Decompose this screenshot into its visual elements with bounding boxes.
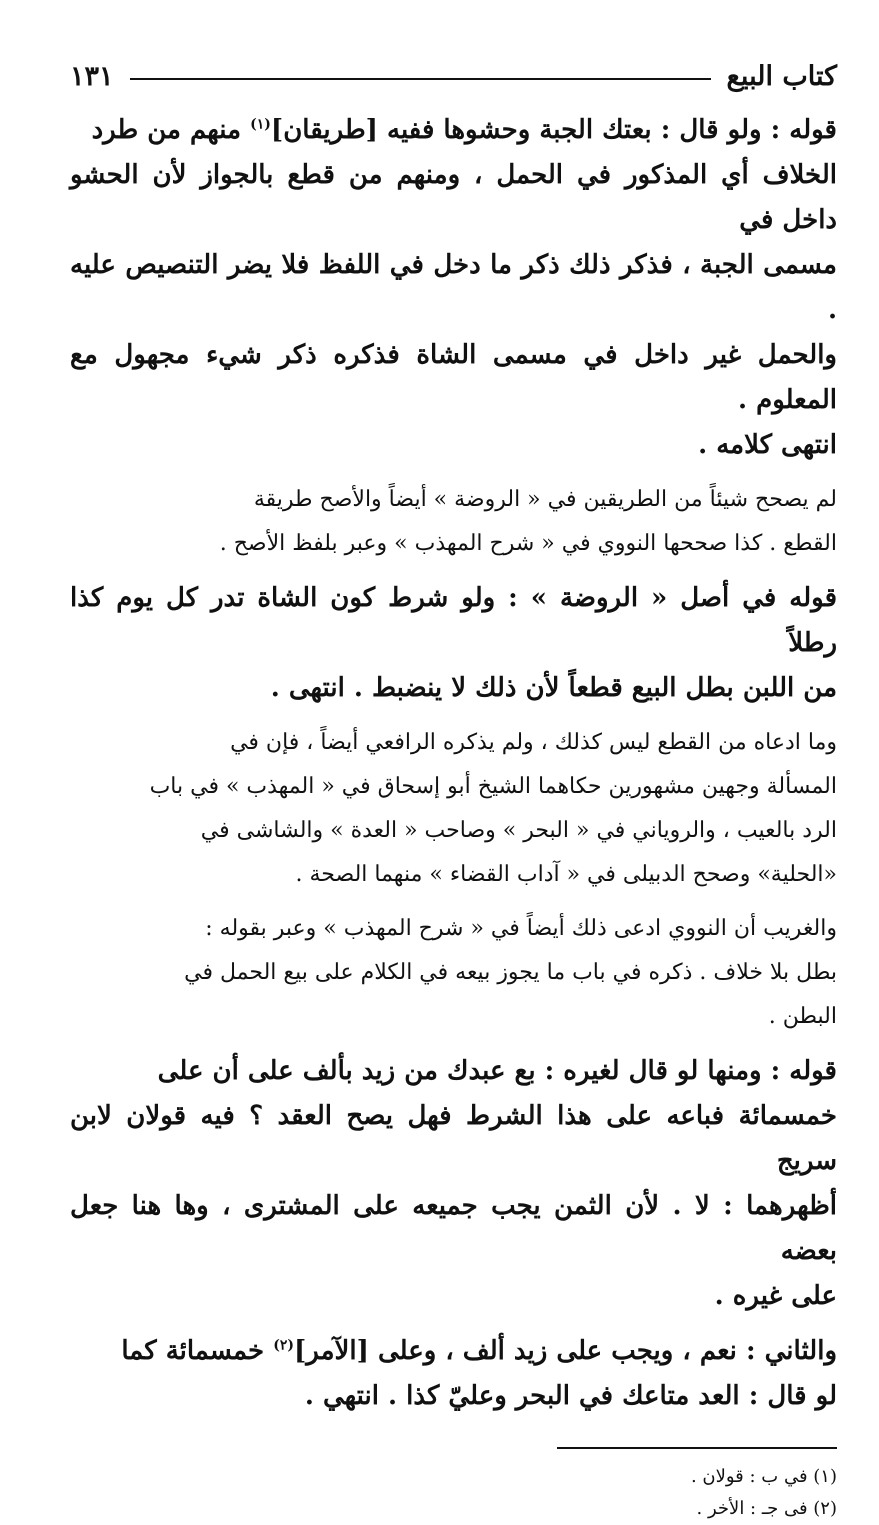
- text-line: [70, 1329, 837, 1374]
- text-line: خمسمائة فباعه على هذا الشرط فهل يصح العقد ؟ فيه قولان لابن سريج: [70, 1101, 837, 1176]
- text-line: الخلاف أي المذكور في الحمل ، ومنهم من قطع بالجواز لأن الحشو داخل في: [70, 160, 837, 235]
- text-line: من اللبن بطل البيع قطعاً لأن ذلك لا ينضبط . انتهى .: [270, 673, 837, 703]
- footnote-2: (٢) فى جـ : الأخر .: [696, 1498, 837, 1519]
- text-line: بطل بلا خلاف . ذكره في باب ما يجوز بيعه في الكلام على بيع الحمل في: [184, 960, 837, 985]
- line-text: والثاني : نعم ، ويجب على زيد ألف ، وعلى [الآمر]: [293, 1336, 837, 1366]
- paragraph-5: [70, 907, 837, 1039]
- text-line: لو قال : العد متاعك في البحر وعليّ كذا . انتهي .: [304, 1381, 837, 1411]
- page-number: ١٣١: [70, 60, 114, 92]
- text-line: [70, 108, 837, 153]
- text-line: والحمل غير داخل في مسمى الشاة فذكره ذكر شيء مجهول مع المعلوم .: [70, 340, 837, 415]
- running-header: [70, 56, 837, 96]
- text-line: «الحلية» وصحح الدبيلى في « آداب القضاء » منهما الصحة .: [295, 862, 837, 887]
- paragraph-3: [70, 576, 837, 711]
- footnote-separator: [557, 1447, 837, 1449]
- header-rule: [130, 78, 711, 80]
- paragraph-7: [70, 1329, 837, 1419]
- footnote-1: (١) في ب : قولان .: [690, 1466, 837, 1487]
- footnote-ref-1[interactable]: (١): [250, 116, 271, 133]
- text-line: لم يصحح شيئاً من الطريقين في « الروضة » أيضاً والأصح طريقة: [253, 487, 837, 512]
- line-text: خمسمائة كما: [121, 1336, 274, 1366]
- body-text: [70, 108, 837, 1419]
- text-line: القطع . كذا صححها النووي في « شرح المهذب » وعبر بلفظ الأصح .: [219, 531, 837, 556]
- paragraph-2: [70, 478, 837, 566]
- chapter-title: كتاب البيع: [726, 60, 837, 92]
- text-line: والغريب أن النووي ادعى ذلك أيضاً في « شرح المهذب » وعبر بقوله :: [205, 916, 837, 941]
- paragraph-4: [70, 721, 837, 897]
- text-line: على غيره .: [714, 1281, 837, 1311]
- text-line: وما ادعاه من القطع ليس كذلك ، ولم يذكره الرافعي أيضاً ، فإن في: [230, 730, 837, 755]
- line-text: قوله : ولو قال : بعتك الجبة وحشوها ففيه [طريقان]: [270, 115, 837, 145]
- text-line: انتهى كلامه .: [698, 430, 837, 460]
- paragraph-6: [70, 1049, 837, 1319]
- text-line: قوله : ومنها لو قال لغيره : بع عبدك من زيد بألف على أن على: [157, 1056, 837, 1086]
- footnotes: [70, 1461, 837, 1525]
- text-line: أظهرهما : لا . لأن الثمن يجب جميعه على المشترى ، وها هنا جعل بعضه: [70, 1191, 837, 1266]
- line-text: منهم من طرد: [91, 115, 251, 145]
- paragraph-1: [70, 108, 837, 468]
- text-line: المسألة وجهين مشهورين حكاهما الشيخ أبو إسحاق في « المهذب » في باب: [149, 774, 837, 799]
- footnote-ref-2[interactable]: (٢): [273, 1337, 294, 1354]
- text-line: الرد بالعيب ، والروياني في « البحر » وصاحب « العدة » والشاشى في: [200, 818, 837, 843]
- footnote-separator-box: [70, 1429, 837, 1461]
- text-line: مسمى الجبة ، فذكر ذلك ذكر ما دخل في اللفظ فلا يضر التنصيص عليه .: [70, 250, 837, 325]
- text-line: قوله في أصل « الروضة » : ولو شرط كون الشاة تدر كل يوم كذا رطلاً: [70, 583, 837, 658]
- text-line: البطن .: [768, 1004, 837, 1029]
